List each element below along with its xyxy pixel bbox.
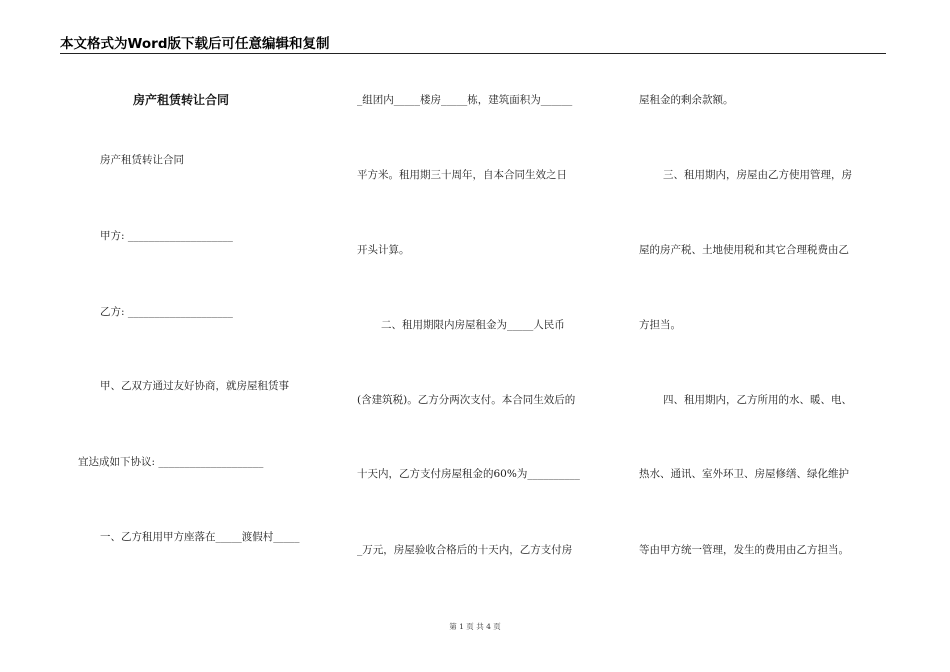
text-line: 一、乙方租用甲方座落在_____渡假村_____ xyxy=(100,531,300,543)
text-line: 方担当。 xyxy=(639,319,681,331)
text-line: 热水、通讯、室外环卫、房屋修缮、绿化维护 xyxy=(639,468,849,480)
text-line: 二、租用期限内房屋租金为_____人民币 xyxy=(381,319,565,331)
text-line: 等由甲方统一管理，发生的费用由乙方担当。 xyxy=(639,544,849,556)
text-line: _万元，房屋验收合格后的十天内，乙方支付房 xyxy=(357,544,573,556)
page-number: 第 1 页 共 4 页 xyxy=(449,622,501,631)
text-line: (含建筑税)。乙方分两次支付。本合同生效后的 xyxy=(357,394,576,406)
party-a-line: 甲方: ____________________ xyxy=(100,230,233,242)
text-line: 四、租用期内，乙方所用的水、暖、电、 xyxy=(663,394,852,406)
document-title: 房产租赁转让合同 xyxy=(133,93,230,107)
text-line: 平方米。租用期三十周年，自本合同生效之日 xyxy=(357,169,567,181)
text-line: 开头计算。 xyxy=(357,244,410,256)
text-line: 甲、乙双方通过友好协商，就房屋租赁事 xyxy=(100,380,289,392)
text-line: 十天内，乙方支付房屋租金的60%为__________ xyxy=(357,468,580,480)
text-line: 屋的房产税、土地使用税和其它合理税费由乙 xyxy=(639,244,849,256)
document-header: 本文格式为Word版下载后可任意编辑和复制 xyxy=(60,36,330,52)
text-line: 宜达成如下协议: ____________________ xyxy=(78,456,264,468)
text-line: 三、租用期内，房屋由乙方使用管理，房 xyxy=(663,169,852,181)
header-divider xyxy=(60,53,886,54)
text-line: _组团内_____楼房_____栋，建筑面积为______ xyxy=(357,94,573,106)
text-line: 房产租赁转让合同 xyxy=(100,154,184,166)
party-b-line: 乙方: ____________________ xyxy=(100,306,233,318)
text-line: 屋租金的剩余款额。 xyxy=(639,94,734,106)
